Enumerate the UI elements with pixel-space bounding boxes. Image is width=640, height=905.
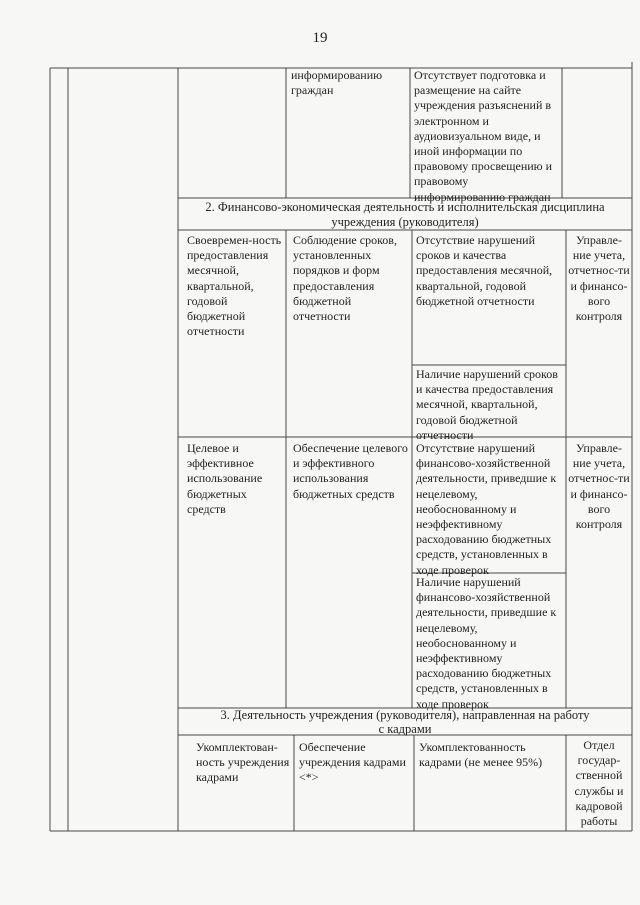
section-3-title [180, 709, 630, 736]
criterion-cell: Наличие нарушений сроков и качества предоставления месячной, квартальной, годовой бюджетной отчетности [416, 367, 558, 442]
name-cell: Целевое и эффективное использование бюджетных средств [187, 441, 263, 516]
section-2-title-line1: 2. Финансово-экономическая деятельность и исполнительская дисциплина [205, 200, 605, 214]
section-3-title-line1: 3. Деятельность учреждения (руководителя), направленная на работу [220, 708, 590, 722]
name-cell: Укомплектован-ность учреждения кадрами [196, 740, 290, 785]
name-cell: Своевремен-ность предоставления месячной, квартальной, годовой бюджетной отчетности [187, 233, 282, 339]
indicator-cell: Обеспечение учреждения кадрами <*> [299, 740, 406, 785]
indicator-cell: Обеспечение целевого и эффективного использования бюджетных средств [293, 441, 408, 501]
section-2-title-line2: учреждения (руководителя) [331, 214, 479, 229]
criterion-cell: Отсутствует подготовка и размещение на сайте учреждения разъяснений в электронном и аудиовизуальном виде, и иной информации по правовому просвещению и правовому информированию граждан [414, 68, 553, 204]
indicator-cell: Соблюдение сроков, установленных порядков и форм предоставления бюджетной отчетности [293, 233, 397, 324]
criterion-cell: Наличие нарушений финансово-хозяйственной деятельности, приведшие к нецелевому, необоснованному и неэффективному расходованию бюджетных средств, установленных в ходе проверок [416, 575, 557, 711]
page-number: 19 [312, 30, 328, 46]
indicator-cell: информированию граждан [291, 68, 383, 98]
responsible-cell: Управле-ние учета, отчетнос-ти и финансо-вого контроля [568, 233, 630, 324]
criterion-cell: Отсутствие нарушений сроков и качества предоставления месячной, квартальной, годовой бюджетной отчетности [416, 233, 553, 308]
criterion-cell: Укомплектованность кадрами (не менее 95%) [419, 740, 543, 770]
responsible-cell: Управле-ние учета, отчетнос-ти и финансо-вого контроля [568, 441, 630, 532]
responsible-cell: Отдел государ-ственной службы и кадровой работы [574, 738, 624, 829]
section-2-title [180, 200, 630, 229]
criterion-cell: Отсутствие нарушений финансово-хозяйственной деятельности, приведшие к нецелевому, необоснованному и неэффективному расходованию бюджетных средств, установленных в ходе проверок [416, 441, 557, 577]
section-3-title-line2: с кадрами [378, 721, 432, 736]
